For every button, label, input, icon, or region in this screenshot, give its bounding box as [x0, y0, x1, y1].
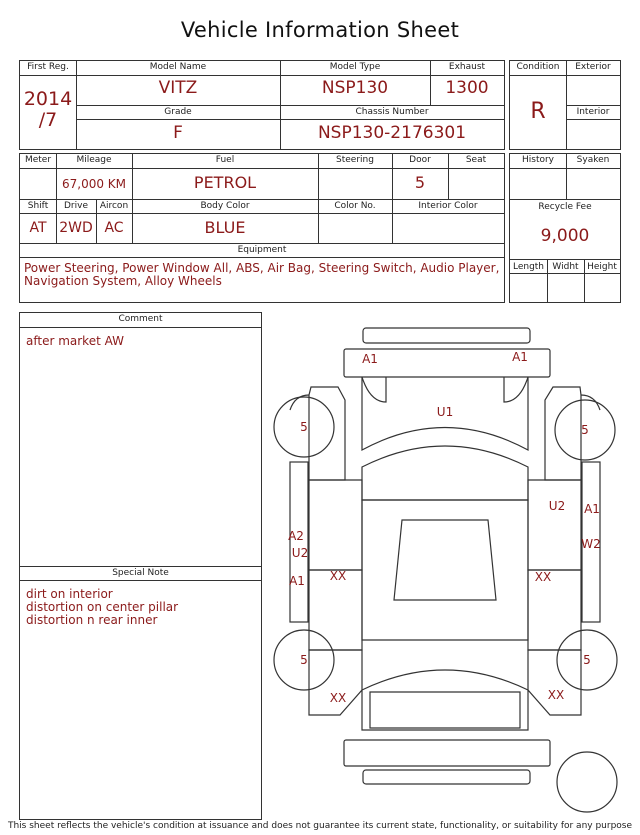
mark-w2: W2 — [581, 537, 601, 551]
comment-label: Comment — [118, 314, 163, 324]
model-type-label: Model Type — [329, 62, 381, 72]
car-damage-diagram — [265, 318, 633, 818]
door-label: Door — [409, 155, 431, 165]
mark-xx-left-door: XX — [329, 569, 347, 583]
exhaust-value: 1300 — [445, 78, 489, 98]
fuel-value: PETROL — [193, 173, 257, 192]
model-type-value: NSP130 — [321, 78, 389, 98]
grade-value: F — [173, 123, 183, 143]
meter-label: Meter — [24, 155, 52, 165]
first-reg-value: 2014 /7 — [23, 88, 73, 131]
width-label: Widht — [552, 262, 579, 272]
vehicle-spec-table — [19, 153, 505, 303]
condition-grade-value: R — [530, 99, 546, 124]
mark-tire-fl: 5 — [300, 420, 308, 434]
interior-label: Interior — [576, 107, 610, 117]
chassis-value: NSP130-2176301 — [317, 123, 467, 143]
mark-u1: U1 — [436, 405, 454, 419]
disclaimer-footer: This sheet reflects the vehicle's condition at issuance and does not guarantee its current state, functionality, or suitability for any purpose — [7, 821, 633, 831]
mark-tire-rl: 5 — [300, 653, 308, 667]
model-name-value: VITZ — [158, 78, 198, 98]
special-note-line-3: distortion n rear inner — [26, 613, 158, 627]
history-label: History — [521, 155, 555, 165]
drive-label: Drive — [64, 201, 88, 211]
page-title: Vehicle Information Sheet — [180, 18, 460, 42]
mark-xx-rear-right: XX — [547, 688, 565, 702]
equipment-label: Equipment — [237, 245, 287, 255]
exterior-label: Exterior — [575, 62, 611, 72]
mark-xx-right-door: XX — [534, 570, 552, 584]
mark-a1-right: A1 — [584, 502, 600, 516]
model-info-table — [19, 60, 505, 150]
special-note-line-1: dirt on interior — [26, 587, 113, 601]
model-name-label: Model Name — [149, 62, 207, 72]
aircon-label: Aircon — [99, 201, 129, 211]
mark-u2-right: U2 — [548, 499, 566, 513]
special-note-label: Special Note — [112, 568, 169, 578]
mileage-value: 67,000 KM — [61, 177, 127, 191]
equipment-value: Power Steering, Power Window All, ABS, Air Bag, Steering Switch, Audio Player, Navigation System, Alloy Wheels — [24, 261, 500, 288]
recycle-fee-value: 9,000 — [540, 226, 590, 246]
mark-a2: A2 — [288, 529, 304, 543]
grade-label: Grade — [164, 107, 192, 117]
exhaust-label: Exhaust — [448, 62, 486, 72]
special-note-line-2: distortion on center pillar — [26, 600, 179, 614]
body-color-label: Body Color — [200, 201, 250, 211]
seat-label: Seat — [465, 155, 487, 165]
mark-xx-rear-left: XX — [329, 691, 347, 705]
shift-value: AT — [29, 220, 47, 236]
fuel-label: Fuel — [215, 155, 235, 165]
shift-label: Shift — [27, 201, 49, 211]
height-label: Height — [587, 262, 617, 272]
first-reg-label: First Reg. — [27, 62, 69, 72]
steering-label: Steering — [336, 155, 374, 165]
interior-color-label: Interior Color — [418, 201, 478, 211]
length-label: Length — [512, 262, 545, 272]
drive-value: 2WD — [59, 220, 93, 236]
mark-a1-front-right: A1 — [512, 350, 528, 364]
history-table — [509, 153, 621, 303]
chassis-label: Chassis Number — [355, 107, 429, 117]
body-color-value: BLUE — [204, 218, 246, 237]
comment-text: after market AW — [26, 334, 125, 348]
mark-u2-left: U2 — [291, 546, 309, 560]
mark-a1-front-left: A1 — [362, 352, 378, 366]
mark-a1-left: A1 — [289, 574, 305, 588]
door-value: 5 — [414, 173, 426, 192]
syaken-label: Syaken — [576, 155, 610, 165]
condition-table — [509, 60, 621, 150]
mark-tire-fr: 5 — [581, 423, 589, 437]
aircon-value: AC — [104, 220, 124, 236]
comment-panel — [19, 312, 262, 820]
color-no-label: Color No. — [334, 201, 376, 211]
mileage-label: Mileage — [76, 155, 112, 165]
mark-tire-rr: 5 — [583, 653, 591, 667]
recycle-fee-label: Recycle Fee — [538, 202, 592, 212]
condition-label: Condition — [516, 62, 560, 72]
